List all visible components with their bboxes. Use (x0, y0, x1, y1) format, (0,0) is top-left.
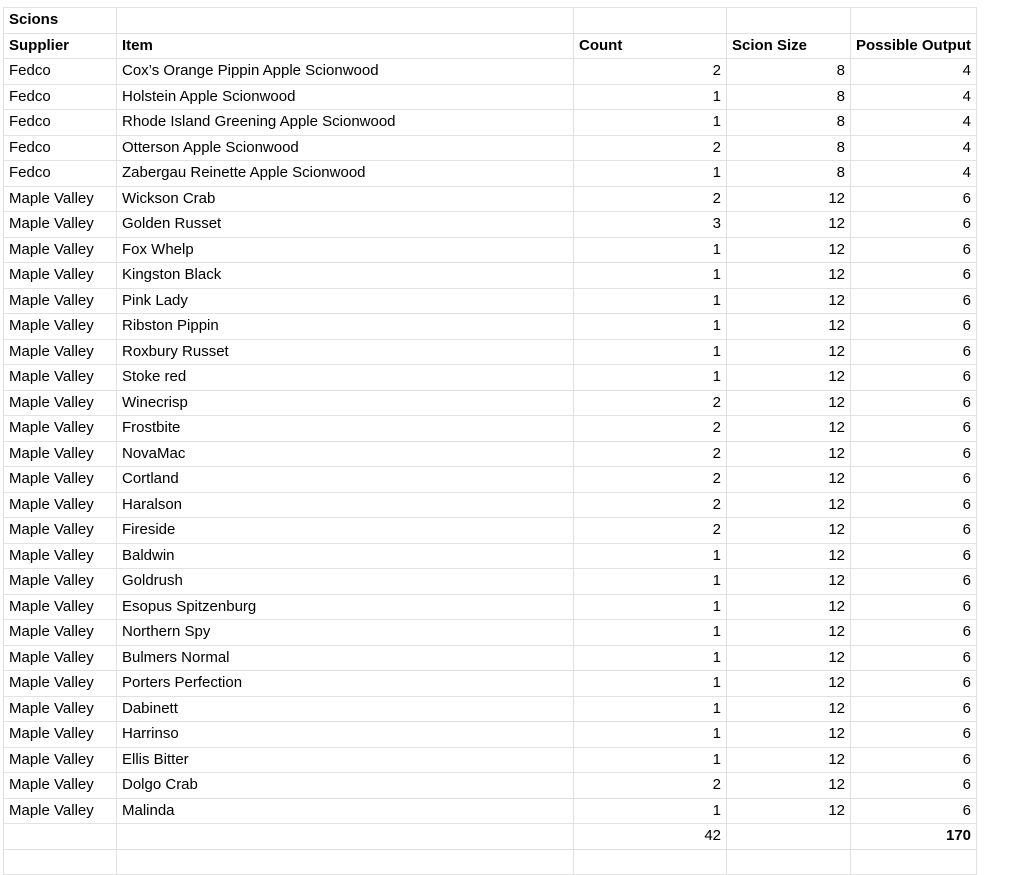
cell[interactable] (117, 849, 574, 875)
spreadsheet-grid (3, 7, 977, 875)
possible-output-cell[interactable]: 6 (851, 492, 977, 518)
table-row (4, 110, 977, 136)
table-row (4, 390, 977, 416)
count-cell[interactable]: 2 (574, 59, 727, 85)
table-row (4, 237, 977, 263)
table-row (4, 365, 977, 391)
item-cell[interactable]: Northern Spy (117, 620, 574, 646)
item-cell[interactable]: Bulmers Normal (117, 645, 574, 671)
supplier-cell[interactable]: Maple Valley (4, 645, 117, 671)
count-cell[interactable]: 2 (574, 390, 727, 416)
supplier-cell[interactable]: Fedco (4, 59, 117, 85)
item-cell[interactable]: Otterson Apple Scionwood (117, 135, 574, 161)
table-row (4, 518, 977, 544)
count-cell[interactable]: 1 (574, 263, 727, 289)
possible-output-cell[interactable]: 4 (851, 135, 977, 161)
possible-output-cell[interactable]: 6 (851, 441, 977, 467)
count-cell[interactable]: 1 (574, 645, 727, 671)
item-cell[interactable]: Ellis Bitter (117, 747, 574, 773)
cell[interactable] (4, 824, 117, 850)
header-supplier[interactable]: Supplier (4, 33, 117, 59)
table-row (4, 620, 977, 646)
possible-output-cell[interactable]: 6 (851, 620, 977, 646)
scion-size-cell[interactable]: 12 (727, 416, 851, 442)
possible-output-cell[interactable]: 6 (851, 569, 977, 595)
possible-output-cell[interactable]: 4 (851, 161, 977, 187)
scion-size-cell[interactable]: 12 (727, 263, 851, 289)
scion-size-cell[interactable]: 12 (727, 314, 851, 340)
scion-size-cell[interactable]: 12 (727, 569, 851, 595)
supplier-cell[interactable]: Maple Valley (4, 288, 117, 314)
table-row (4, 314, 977, 340)
count-cell[interactable]: 1 (574, 747, 727, 773)
possible-output-cell[interactable]: 6 (851, 671, 977, 697)
item-cell[interactable]: Kingston Black (117, 263, 574, 289)
scion-size-cell[interactable]: 12 (727, 467, 851, 493)
supplier-cell[interactable]: Maple Valley (4, 263, 117, 289)
scion-size-cell[interactable]: 12 (727, 620, 851, 646)
item-cell[interactable]: Dolgo Crab (117, 773, 574, 799)
table-row (4, 288, 977, 314)
count-cell[interactable]: 1 (574, 696, 727, 722)
count-cell[interactable]: 1 (574, 671, 727, 697)
supplier-cell[interactable]: Maple Valley (4, 671, 117, 697)
scion-size-cell[interactable]: 12 (727, 441, 851, 467)
table-row (4, 161, 977, 187)
possible-output-cell[interactable]: 6 (851, 773, 977, 799)
supplier-cell[interactable]: Maple Valley (4, 186, 117, 212)
supplier-cell[interactable]: Maple Valley (4, 365, 117, 391)
item-cell[interactable]: Goldrush (117, 569, 574, 595)
cell[interactable] (574, 8, 727, 34)
supplier-cell[interactable]: Maple Valley (4, 492, 117, 518)
possible-output-cell[interactable]: 6 (851, 645, 977, 671)
empty-row (4, 849, 977, 875)
item-cell[interactable]: Holstein Apple Scionwood (117, 84, 574, 110)
scion-size-cell[interactable]: 8 (727, 59, 851, 85)
supplier-cell[interactable]: Maple Valley (4, 747, 117, 773)
item-cell[interactable]: Fireside (117, 518, 574, 544)
supplier-cell[interactable]: Maple Valley (4, 696, 117, 722)
item-cell[interactable]: Haralson (117, 492, 574, 518)
table-row (4, 339, 977, 365)
possible-output-cell[interactable]: 6 (851, 263, 977, 289)
item-cell[interactable]: Stoke red (117, 365, 574, 391)
header-count[interactable]: Count (574, 33, 727, 59)
table-row (4, 492, 977, 518)
table-row (4, 84, 977, 110)
possible-output-cell[interactable]: 6 (851, 237, 977, 263)
table-row (4, 671, 977, 697)
possible-output-cell[interactable]: 6 (851, 696, 977, 722)
supplier-cell[interactable]: Maple Valley (4, 212, 117, 238)
item-cell[interactable]: Dabinett (117, 696, 574, 722)
table-row (4, 467, 977, 493)
scion-size-cell[interactable]: 12 (727, 747, 851, 773)
supplier-cell[interactable]: Fedco (4, 110, 117, 136)
item-cell[interactable]: Cortland (117, 467, 574, 493)
possible-output-cell[interactable]: 6 (851, 416, 977, 442)
item-cell[interactable]: Malinda (117, 798, 574, 824)
count-cell[interactable]: 2 (574, 416, 727, 442)
supplier-cell[interactable]: Maple Valley (4, 441, 117, 467)
scion-size-cell[interactable]: 12 (727, 237, 851, 263)
supplier-cell[interactable]: Maple Valley (4, 314, 117, 340)
cell[interactable] (117, 8, 574, 34)
item-cell[interactable]: Golden Russet (117, 212, 574, 238)
possible-output-cell[interactable]: 6 (851, 798, 977, 824)
table-row (4, 569, 977, 595)
possible-output-cell[interactable]: 6 (851, 722, 977, 748)
supplier-cell[interactable]: Fedco (4, 135, 117, 161)
possible-output-cell[interactable]: 6 (851, 212, 977, 238)
count-cell[interactable]: 2 (574, 773, 727, 799)
cell[interactable] (851, 8, 977, 34)
table-row (4, 722, 977, 748)
possible-output-cell[interactable]: 4 (851, 59, 977, 85)
scion-size-cell[interactable]: 12 (727, 671, 851, 697)
header-row (4, 33, 977, 59)
possible-output-cell[interactable]: 6 (851, 186, 977, 212)
item-cell[interactable]: Harrinso (117, 722, 574, 748)
cell[interactable] (727, 8, 851, 34)
supplier-cell[interactable]: Maple Valley (4, 569, 117, 595)
supplier-cell[interactable]: Maple Valley (4, 518, 117, 544)
scion-size-cell[interactable]: 12 (727, 696, 851, 722)
possible-output-cell[interactable]: 6 (851, 747, 977, 773)
scion-size-cell[interactable]: 12 (727, 543, 851, 569)
count-cell[interactable]: 1 (574, 314, 727, 340)
count-cell[interactable]: 2 (574, 441, 727, 467)
table-row (4, 135, 977, 161)
supplier-cell[interactable]: Maple Valley (4, 339, 117, 365)
scion-size-cell[interactable]: 12 (727, 798, 851, 824)
count-cell[interactable]: 1 (574, 620, 727, 646)
scion-size-cell[interactable]: 12 (727, 365, 851, 391)
table-row (4, 263, 977, 289)
cell[interactable] (727, 849, 851, 875)
scion-size-cell[interactable]: 8 (727, 161, 851, 187)
scion-size-cell[interactable]: 12 (727, 518, 851, 544)
table-row (4, 798, 977, 824)
scion-size-cell[interactable]: 12 (727, 773, 851, 799)
count-cell[interactable]: 2 (574, 492, 727, 518)
table-row (4, 441, 977, 467)
total-count-cell[interactable]: 42 (574, 824, 727, 850)
supplier-cell[interactable]: Maple Valley (4, 237, 117, 263)
count-cell[interactable]: 1 (574, 110, 727, 136)
scion-size-cell[interactable]: 12 (727, 186, 851, 212)
header-item[interactable]: Item (117, 33, 574, 59)
count-cell[interactable]: 1 (574, 722, 727, 748)
total-output-cell[interactable]: 170 (851, 824, 977, 850)
supplier-cell[interactable]: Maple Valley (4, 798, 117, 824)
item-cell[interactable]: Porters Perfection (117, 671, 574, 697)
cell[interactable] (851, 849, 977, 875)
title-row (4, 8, 977, 34)
cell[interactable] (727, 824, 851, 850)
count-cell[interactable]: 2 (574, 135, 727, 161)
item-cell[interactable]: Esopus Spitzenburg (117, 594, 574, 620)
item-cell[interactable]: NovaMac (117, 441, 574, 467)
supplier-cell[interactable]: Fedco (4, 84, 117, 110)
table-row (4, 186, 977, 212)
item-cell[interactable]: Zabergau Reinette Apple Scionwood (117, 161, 574, 187)
possible-output-cell[interactable]: 4 (851, 110, 977, 136)
count-cell[interactable]: 1 (574, 594, 727, 620)
supplier-cell[interactable]: Maple Valley (4, 620, 117, 646)
count-cell[interactable]: 1 (574, 569, 727, 595)
table-row (4, 59, 977, 85)
count-cell[interactable]: 1 (574, 288, 727, 314)
count-cell[interactable]: 3 (574, 212, 727, 238)
item-cell[interactable]: Winecrisp (117, 390, 574, 416)
item-cell[interactable]: Pink Lady (117, 288, 574, 314)
table-row (4, 773, 977, 799)
possible-output-cell[interactable]: 6 (851, 390, 977, 416)
possible-output-cell[interactable]: 6 (851, 518, 977, 544)
scion-size-cell[interactable]: 8 (727, 84, 851, 110)
possible-output-cell[interactable]: 6 (851, 339, 977, 365)
scion-size-cell[interactable]: 8 (727, 110, 851, 136)
possible-output-cell[interactable]: 4 (851, 84, 977, 110)
scion-size-cell[interactable]: 12 (727, 645, 851, 671)
item-cell[interactable]: Frostbite (117, 416, 574, 442)
count-cell[interactable]: 1 (574, 339, 727, 365)
possible-output-cell[interactable]: 6 (851, 288, 977, 314)
count-cell[interactable]: 2 (574, 518, 727, 544)
totals-row (4, 824, 977, 850)
possible-output-cell[interactable]: 6 (851, 365, 977, 391)
scion-size-cell[interactable]: 12 (727, 212, 851, 238)
count-cell[interactable]: 1 (574, 84, 727, 110)
scion-size-cell[interactable]: 12 (727, 339, 851, 365)
table-row (4, 543, 977, 569)
count-cell[interactable]: 1 (574, 543, 727, 569)
table-row (4, 645, 977, 671)
sheet-title-cell[interactable]: Scions (4, 8, 117, 34)
possible-output-cell[interactable]: 6 (851, 594, 977, 620)
supplier-cell[interactable]: Maple Valley (4, 722, 117, 748)
supplier-cell[interactable]: Maple Valley (4, 467, 117, 493)
header-scion-size[interactable]: Scion Size (727, 33, 851, 59)
item-cell[interactable]: Rhode Island Greening Apple Scionwood (117, 110, 574, 136)
supplier-cell[interactable]: Maple Valley (4, 416, 117, 442)
header-possible-output[interactable]: Possible Output (851, 33, 977, 59)
item-cell[interactable]: Cox’s Orange Pippin Apple Scionwood (117, 59, 574, 85)
item-cell[interactable]: Baldwin (117, 543, 574, 569)
count-cell[interactable]: 1 (574, 365, 727, 391)
scion-size-cell[interactable]: 12 (727, 288, 851, 314)
item-cell[interactable]: Roxbury Russet (117, 339, 574, 365)
item-cell[interactable]: Wickson Crab (117, 186, 574, 212)
cell[interactable] (4, 849, 117, 875)
count-cell[interactable]: 1 (574, 237, 727, 263)
item-cell[interactable]: Fox Whelp (117, 237, 574, 263)
scion-size-cell[interactable]: 8 (727, 135, 851, 161)
table-row (4, 696, 977, 722)
cell[interactable] (117, 824, 574, 850)
scion-size-cell[interactable]: 12 (727, 492, 851, 518)
count-cell[interactable]: 2 (574, 186, 727, 212)
cell[interactable] (574, 849, 727, 875)
table-row (4, 594, 977, 620)
supplier-cell[interactable]: Fedco (4, 161, 117, 187)
count-cell[interactable]: 1 (574, 161, 727, 187)
count-cell[interactable]: 2 (574, 467, 727, 493)
scion-size-cell[interactable]: 12 (727, 594, 851, 620)
table-row (4, 416, 977, 442)
scion-size-cell[interactable]: 12 (727, 722, 851, 748)
supplier-cell[interactable]: Maple Valley (4, 390, 117, 416)
table-row (4, 212, 977, 238)
table-row (4, 747, 977, 773)
item-cell[interactable]: Ribston Pippin (117, 314, 574, 340)
count-cell[interactable]: 1 (574, 798, 727, 824)
possible-output-cell[interactable]: 6 (851, 314, 977, 340)
supplier-cell[interactable]: Maple Valley (4, 543, 117, 569)
supplier-cell[interactable]: Maple Valley (4, 594, 117, 620)
scion-size-cell[interactable]: 12 (727, 390, 851, 416)
supplier-cell[interactable]: Maple Valley (4, 773, 117, 799)
possible-output-cell[interactable]: 6 (851, 467, 977, 493)
possible-output-cell[interactable]: 6 (851, 543, 977, 569)
